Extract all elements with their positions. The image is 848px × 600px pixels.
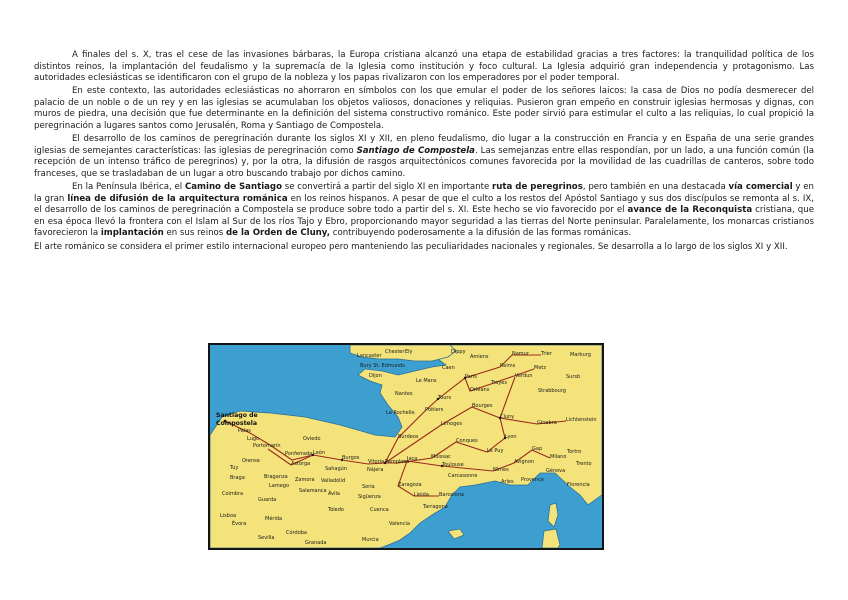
emphasis-text: de la Orden de Cluny, — [226, 228, 331, 239]
map-city-label: Granada — [305, 540, 327, 546]
map-city-label: Reims — [500, 363, 516, 369]
map-city-label: Limoges — [441, 421, 462, 427]
map-city-label: Amiens — [470, 354, 489, 360]
map-city-label: Évora — [232, 521, 247, 527]
paragraph-4 — [34, 182, 814, 240]
pilgrimage-routes-map — [208, 343, 604, 550]
map-city-label: Poitiers — [425, 407, 444, 413]
map-city-label: Toulouse — [442, 462, 464, 468]
map-city-label: Marburg — [570, 352, 591, 358]
paragraph-2 — [34, 86, 814, 132]
map-city-label: Valencia — [389, 521, 410, 527]
map-city-label: Moissac — [431, 454, 451, 460]
map-city-label: Valladolid — [321, 478, 346, 484]
map-city-label: Florencia — [567, 482, 590, 488]
text-run: contribuyendo poderosamente a la difusión de las formas románicas. — [330, 228, 632, 239]
map-city-label: Burgos — [342, 455, 360, 461]
emphasis-text: implantación — [100, 228, 164, 239]
text-run: El arte románico se considera el primer estilo internacional europeo pero manteniendo las peculiaridades nacionales y regionales. Se desarrolla a lo largo de los siglos XI y XII. — [34, 241, 788, 252]
map-city-label: Milano — [550, 454, 567, 460]
map-city-label: Gap — [532, 446, 543, 452]
text-run: en sus reinos — [163, 228, 226, 239]
map-city-label: León — [313, 450, 326, 456]
paragraph-1 — [34, 50, 814, 85]
map-city-label: Pamplona — [385, 459, 410, 465]
emphasis-text: vía comercial — [728, 182, 793, 193]
map-city-label: Caen — [442, 365, 455, 371]
map-city-label: Mérida — [265, 516, 283, 522]
map-city-label: Ponferrada — [285, 451, 313, 457]
map-city-label: Toledo — [328, 507, 344, 513]
map-city-label: Lancaster — [357, 353, 382, 359]
map-city-label: Ely — [405, 349, 413, 355]
map-city-label: Trento — [576, 461, 592, 467]
map-city-label: Tarragona — [423, 504, 448, 510]
text-run: , pero también en una destacada — [582, 182, 729, 193]
map-city-label: Murcia — [362, 537, 379, 543]
text-run: cristiana, que en esa época llevó la frontera con el Islam al Sur de los ríos Tajo y Ebro, proporcionando mayor seguridad a las tierras del Norte peninsular. Paralelamente, los monarcas cristianos favorecieron la — [34, 205, 814, 239]
map-city-label: Nîmes — [493, 467, 509, 473]
map-city-label: Vitoria — [368, 459, 385, 465]
map-city-label: Sursb — [566, 374, 581, 380]
map-city-label: Dippy — [451, 349, 466, 355]
map-city-label: Oviedo — [303, 436, 321, 442]
map-city-label: Palas — [238, 428, 251, 434]
map-city-label: Lyon — [505, 434, 517, 440]
text-run: se convertirá a partir del siglo XI en importante — [282, 182, 493, 193]
map-city-label: Sevilla — [258, 535, 275, 541]
map-city-label: Cuenca — [370, 507, 389, 513]
map-city-label: Zamora — [295, 477, 315, 483]
emphasis-text: avance de la Reconquista — [627, 205, 753, 216]
map-city-label: Córdoba — [286, 530, 307, 536]
map-city-label: Metz — [534, 365, 546, 371]
emphasis-text: Santiago de Compostela — [356, 145, 475, 156]
text-run: El desarrollo de los caminos de peregrinación durante los siglos XI y XII, en pleno feudalismo, dio lugar a la construcción en Francia y en España de una serie grandes iglesias de semejantes características: las iglesias de peregrinación como — [34, 134, 814, 156]
text-run: . Las semejanzas entre ellas respondían, por un lado, a una función común (la recepción de un intenso tráfico de peregrinos) y, por la otra, la difusión de rasgos arquitectónicos comunes favorecida por la movilidad de las cuadrillas de canteros, sobre todo franceses, que se trasladaban de un lugar a otro buscando trabajo por dichos camino. — [34, 145, 814, 179]
map-city-label: Barcelona — [439, 492, 464, 498]
map-city-label: Lamego — [269, 483, 290, 489]
map-city-label: Lleida — [414, 492, 429, 498]
map-city-label: Zaragoza — [398, 482, 422, 488]
map-city-label: Lichtenstein — [566, 417, 597, 423]
map-city-label: Astorga — [291, 461, 311, 467]
text-run: En la Península Ibérica, el — [72, 182, 185, 193]
map-city-label: Coimbra — [222, 491, 244, 497]
map-city-label: Tours — [438, 395, 452, 401]
map-city-label: Arles — [501, 479, 514, 485]
map-city-label: Tuy — [230, 465, 239, 471]
map-city-label: Le Mans — [416, 378, 437, 384]
map-city-label: Ginebra — [537, 420, 557, 426]
map-city-label: Burdeos — [398, 434, 419, 440]
map-city-label: Braganza — [264, 474, 288, 480]
map-city-label: Trier — [541, 351, 552, 357]
map-city-label: Conques — [456, 438, 478, 444]
map-city-label: Paris — [465, 374, 477, 380]
map-city-label: Orense — [242, 458, 260, 464]
map-city-label: Génova — [546, 468, 566, 474]
map-city-label: Nájera — [367, 467, 384, 473]
text-run: y en la gran — [34, 182, 814, 204]
map-city-label: Verdun — [515, 373, 533, 379]
map-city-label: Troyes — [491, 380, 507, 386]
map-city-label: Le Puy — [487, 448, 504, 454]
map-city-label: Cluny — [500, 414, 515, 420]
map-city-label: Dijon — [369, 373, 382, 379]
map-city-label: Nantes — [395, 391, 413, 397]
emphasis-text: ruta de peregrinos — [492, 182, 583, 193]
map-city-label: Soria — [362, 484, 375, 490]
paragraph-5 — [34, 242, 814, 254]
text-run: en los reinos hispanos. A pesar de que el culto a los restos del Apóstol Santiago y sus dos discípulos se remonta al s. IX, el desarrollo de los caminos de peregrinación a Compostela se produce sobre todo a partir del s. XI. Este hecho se vio favorecido por el — [34, 193, 815, 216]
map-city-label: Bourges — [472, 403, 493, 409]
map-city-label: Sahagún — [325, 466, 347, 472]
map-city-label: La Rochelle — [386, 410, 415, 416]
article-text — [34, 50, 814, 255]
map-city-label: Strabbourg — [538, 388, 566, 394]
text-run: A finales del s. X, tras el cese de las invasiones bárbaras, la Europa cristiana alcanzó una etapa de estabilidad gracias a tres factores: la tranquilidad política de los distintos reinos, la implantación del feudalismo y la supremacía de la Iglesia como institución y foco cultural. La Iglesia adquirió gran independencia y protagonismo. Las autoridades eclesiásticas se identificaron con el grupo de la nobleza y los papas rivalizaron con los emperadores por el poder temporal. — [34, 50, 814, 84]
map-city-label: Lugo — [247, 436, 260, 442]
map-city-label: Guarda — [258, 497, 277, 503]
map-city-label: Namur — [512, 351, 529, 357]
map-city-label: Orléans — [470, 387, 490, 393]
map-city-label: Chester — [385, 349, 405, 355]
map-svg — [210, 345, 602, 548]
map-city-label: Sigüenza — [358, 494, 381, 500]
text-run: En este contexto, las autoridades eclesiásticas no ahorraron en símbolos con los que emular el poder de los señores laicos: la casa de Dios no podía desmerecer del palacio de un noble o de un rey y en las iglesias se acumulaban los objetos valiosos, donaciones y reliquias. Pusieron gran empeño en construir iglesias hermosas y dignas, con muros de piedra, una decisión que fue determinante en la definición del sistema constructivo románico. Este poder sirvió para estimular el culto a las reliquias, lo cual propició la peregrinación a lugares santos como Jerusalén, Roma y Santiago de Compostela. — [34, 86, 814, 132]
paragraph-3 — [34, 134, 814, 180]
map-city-label: Lisboa — [220, 513, 237, 519]
map-destination-label: Santiago de — [216, 412, 258, 419]
map-city-label: Salamanca — [299, 488, 327, 494]
map-city-label: Jaca — [407, 456, 418, 462]
map-city-label: Carcasonne — [448, 473, 478, 479]
map-city-label: Provence — [521, 477, 544, 483]
map-city-label: Braga — [230, 475, 245, 481]
map-city-label: Avignon — [514, 459, 535, 465]
map-destination-label: Compostela — [216, 420, 258, 427]
emphasis-text: Camino de Santiago — [184, 182, 282, 193]
map-city-label: Ávila — [328, 491, 340, 497]
map-city-label: Bury St. Edmunds — [360, 363, 405, 369]
map-city-label: Tortro — [567, 449, 582, 455]
emphasis-text: línea de difusión de la arquitectura románica — [67, 193, 288, 204]
map-city-label: Portomarín — [253, 443, 281, 449]
